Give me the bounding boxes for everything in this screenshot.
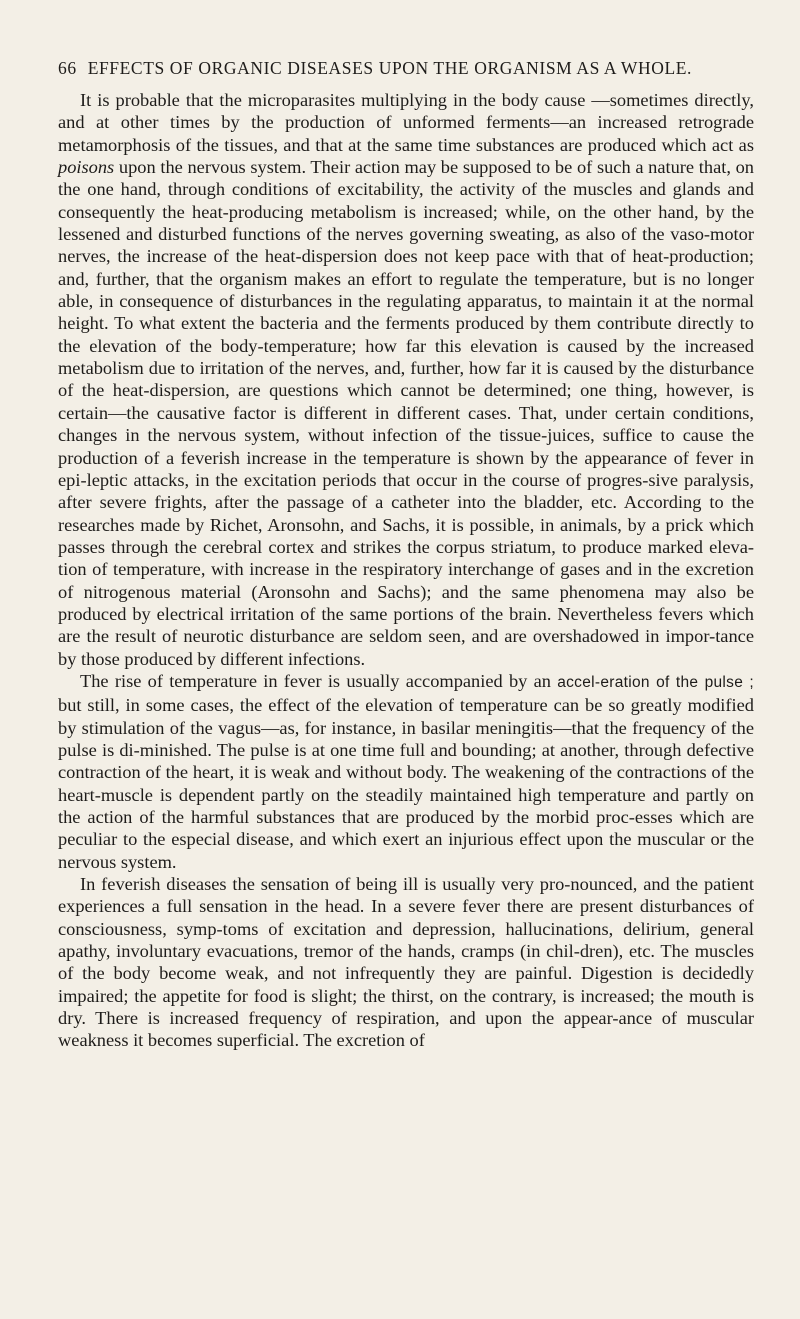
text-run: but still, in some cases, the effect of the elevation of temperature can be so greatly modified by stimulation of the vagus—as, for instance, in basilar meningitis—that the frequency of the pulse is di-minished. The pulse is at one time full and bounding; at another, through defective contraction of the heart, it is weak and without body. The weakening of the contractions of the heart-muscle is dependent partly on the steadily maintained high temperature and partly on the action of the harmful substances that are produced by the morbid proc-esses which are peculiar to the especial disease, and which exert an injurious effect upon the muscular or the nervous system. bbox=[58, 695, 754, 872]
book-page bbox=[58, 58, 754, 1052]
body-text bbox=[58, 89, 754, 1052]
paragraph bbox=[58, 670, 754, 873]
paragraph bbox=[58, 873, 754, 1052]
emphasized-term: accel-eration of the pulse ; bbox=[557, 673, 754, 691]
text-run: It is probable that the microparasites multiplying in the body cause —sometimes directly, and at other times by the production of unformed ferments—an increased retrograde metamorphosis of the tissues, and that at the same time substances are produced which act as bbox=[58, 90, 754, 155]
text-run: The rise of temperature in fever is usually accompanied by an bbox=[80, 670, 558, 691]
running-header bbox=[58, 58, 754, 79]
running-title: EFFECTS OF ORGANIC DISEASES UPON THE ORGANISM AS A WHOLE. bbox=[87, 58, 693, 78]
text-run: upon the nervous system. Their action may be supposed to be of such a nature that, on the one hand, through conditions of excitability, the activity of the muscles and glands and consequently the heat-producing metabolism is increased; while, on the other hand, by the lessened and disturbed functions of the nerves governing sweating, as also of the vaso-motor nerves, the increase of the heat-dispersion does not keep pace with that of heat-production; and, further, that the organism makes an effort to regulate the temperature, but is no longer able, in consequence of disturbances in the regulating apparatus, to maintain it at the normal height. To what extent the bacteria and the ferments produced by them contribute directly to the elevation of the body-temperature; how far this elevation is caused by the increased metabolism due to irritation of the nerves, and, further, how far it is caused by the disturbance of the heat-dispersion, are questions which cannot be determined; one thing, however, is certain—the causative factor is different in different cases. That, under certain conditions, changes in the nervous system, without infection of the tissue-juices, suffice to cause the production of a feverish increase in the temperature is shown by the appearance of fever in epi-leptic attacks, in the excitation periods that occur in the course of progres-sive paralysis, after severe frights, after the passage of a catheter into the bladder, etc. According to the researches made by Richet, Aronsohn, and Sachs, it is possible, in animals, by a prick which passes through the cerebral cortex and strikes the corpus striatum, to produce marked eleva-tion of temperature, with increase in the respiratory interchange of gases and in the excretion of nitrogenous material (Aronsohn and Sachs); and the same phenomena may also be produced by electrical irritation of the same portions of the brain. Nevertheless fevers which are the result of neurotic disturbance are seldom seen, and are overshadowed in impor-tance by those produced by different infections. bbox=[58, 157, 754, 669]
paragraph bbox=[58, 89, 754, 670]
page-number: 66 bbox=[58, 58, 77, 78]
text-run: In feverish diseases the sensation of being ill is usually very pro-nounced, and the patient experiences a full sensation in the head. In a severe fever there are present disturbances of consciousness, symp-toms of excitation and depression, hallucinations, delirium, general apathy, involuntary evacuations, tremor of the hands, cramps (in chil-dren), etc. The muscles of the body become weak, and not infrequently they are painful. Digestion is decidedly impaired; the appetite for food is slight; the thirst, on the contrary, is increased; the mouth is dry. There is increased frequency of respiration, and upon the appear-ance of muscular weakness it becomes superficial. The excretion of bbox=[58, 874, 754, 1051]
italic-term: poisons bbox=[58, 157, 115, 178]
